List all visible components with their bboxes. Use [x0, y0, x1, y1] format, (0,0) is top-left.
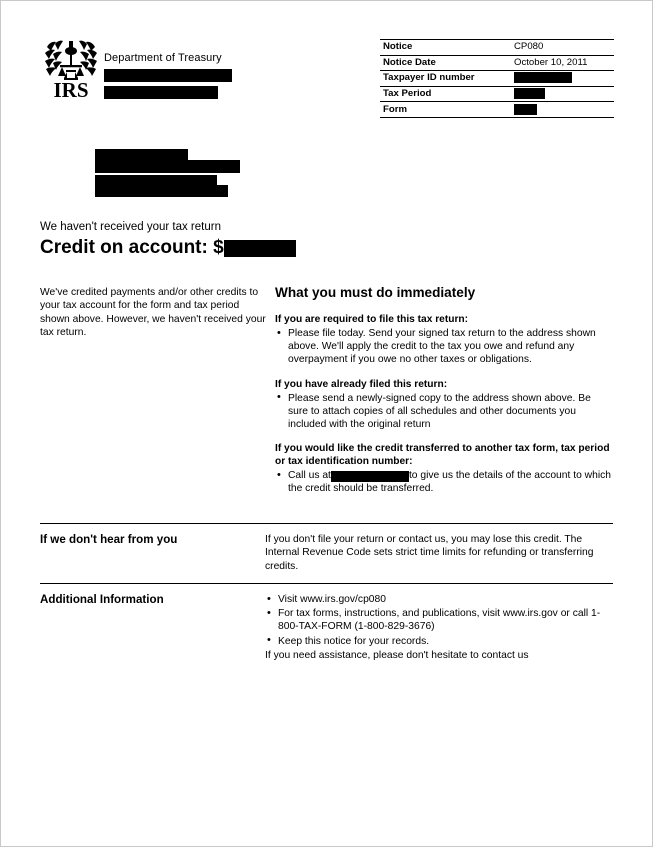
closing-paragraph: If you need assistance, please don't hesitate to contact us	[265, 649, 529, 661]
redacted-address-line-4	[95, 185, 228, 197]
section-paragraph: If you don't file your return or contact us, you may lose this credit. The Internal Revenue Code sets strict time limits for refunding or transferring credits.	[265, 534, 594, 572]
list-item: • For tax forms, instructions, and publications, visit www.irs.gov or call 1-800-TAX-FORM (1-800-829-3676)	[278, 607, 603, 633]
notice-info-table	[380, 39, 614, 118]
taxpayer-id-label: Taxpayer ID number	[380, 71, 511, 87]
bullet-list	[265, 593, 603, 648]
table-row	[380, 55, 614, 71]
department-block	[104, 52, 319, 101]
table-row	[380, 86, 614, 102]
main-content	[275, 285, 613, 507]
svg-text:IRS: IRS	[53, 78, 89, 99]
section-body	[265, 533, 603, 573]
masthead	[41, 37, 321, 107]
notice-subject-line: We haven't received your tax return	[40, 221, 221, 233]
sub-heading: If you have already filed this return:	[275, 378, 448, 390]
list-item: • Please send a newly-signed copy to the address shown above. Be sure to attach copies of all schedules and other documents you included with the original return	[288, 392, 613, 432]
section-heading: If we don't hear from you	[40, 533, 178, 546]
call-us-prefix: Call us at	[288, 470, 331, 482]
action-group-transfer-credit	[275, 442, 613, 495]
section-additional-information	[40, 583, 613, 662]
notice-value: CP080	[511, 40, 614, 56]
section-divider	[40, 523, 613, 524]
sub-heading: If you are required to file this tax return:	[275, 314, 469, 325]
notice-label: Notice	[380, 40, 511, 56]
redacted-department-address-line-1	[104, 69, 232, 82]
form-value	[511, 102, 614, 118]
list-item: • Please file today. Send your signed tax return to the address shown above. We'll apply the credit to the tax you owe and refund any overpayment if you owe no other taxes or obligations.	[288, 327, 613, 367]
redacted-address-line-2	[95, 160, 240, 173]
taxpayer-id-value	[511, 71, 614, 87]
section-heading: Additional Information	[40, 593, 164, 606]
summary-paragraph: We've credited payments and/or other credits to your tax account for the form and tax period shown above. However, we haven't received your tax return.	[40, 287, 266, 339]
recipient-address-block	[95, 149, 255, 197]
bullet-list	[275, 392, 613, 432]
table-row	[380, 71, 614, 87]
action-group-file-return	[275, 313, 613, 367]
section-if-we-dont-hear-from-you	[40, 523, 613, 573]
sub-heading: If you would like the credit transferred to another tax form, tax period or tax identification number:	[275, 443, 610, 468]
tax-period-label: Tax Period	[380, 86, 511, 102]
redacted-credit-amount	[224, 240, 296, 257]
form-label: Form	[380, 102, 511, 118]
redacted-department-address-line-2	[104, 86, 218, 99]
section-divider	[40, 583, 613, 584]
redacted-phone-number	[331, 471, 409, 482]
irs-eagle-logo-icon	[43, 37, 99, 99]
department-line: Department of Treasury	[104, 52, 222, 64]
bullet-list	[275, 469, 613, 495]
bullet-list	[275, 327, 613, 367]
page-title-text: Credit on account: $	[40, 237, 224, 258]
notice-date-value: October 10, 2011	[511, 55, 614, 71]
table-row	[380, 40, 614, 56]
list-item: • Keep this notice for your records.	[278, 635, 603, 648]
page-title	[40, 236, 440, 260]
main-heading: What you must do immediately	[275, 285, 476, 300]
list-item	[288, 469, 613, 495]
list-item: • Visit www.irs.gov/cp080	[278, 593, 603, 606]
tax-period-value	[511, 86, 614, 102]
action-group-already-filed	[275, 378, 613, 432]
call-us-suffix: to give us the details of the account to which the credit should be transferred.	[288, 470, 611, 495]
table-row	[380, 102, 614, 118]
redacted-tax-period	[514, 88, 545, 99]
redacted-taxpayer-id	[514, 72, 572, 83]
section-body	[265, 593, 603, 662]
notice-date-label: Notice Date	[380, 55, 511, 71]
redacted-form	[514, 104, 537, 115]
title-area	[40, 220, 440, 260]
